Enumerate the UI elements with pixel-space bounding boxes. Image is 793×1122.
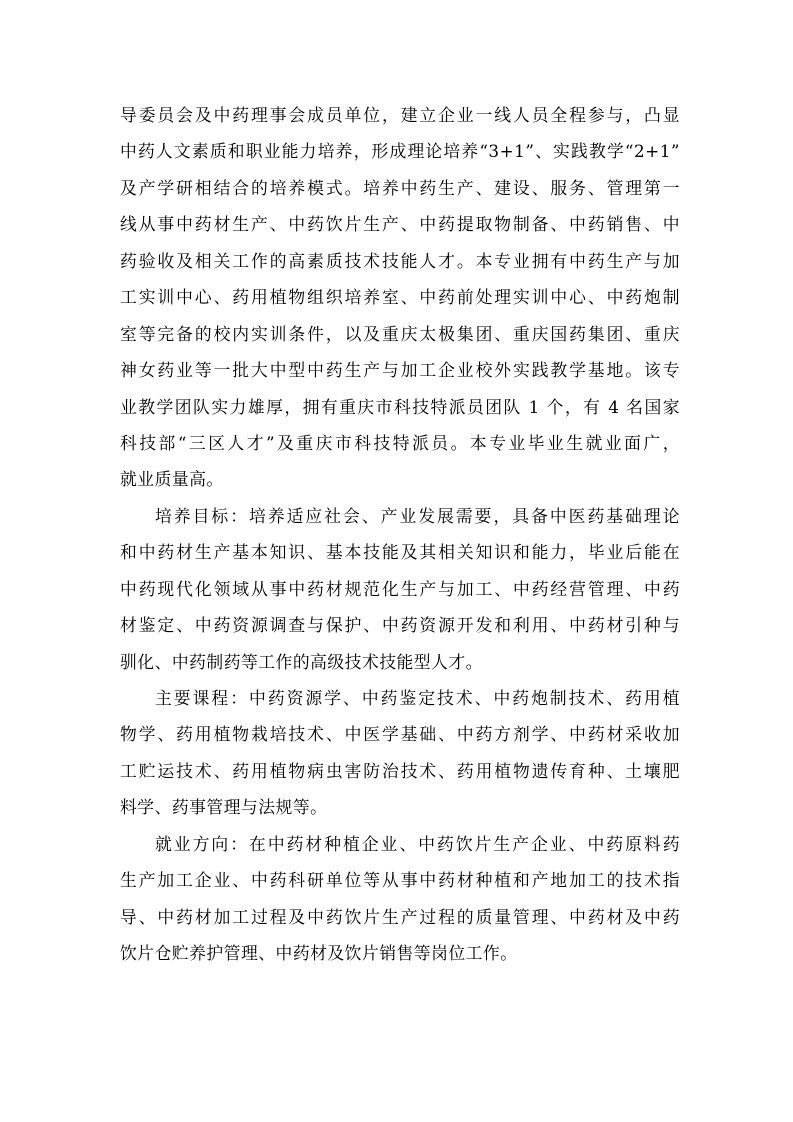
text-line: 和中药材生产基本知识、基本技能及其相关知识和能力，毕业后能在: [120, 542, 680, 563]
text-line: 驯化、中药制药等工作的高级技术技能型人才。: [120, 651, 483, 672]
paragraph-training-goals: [120, 498, 680, 680]
text-line: 导、中药材加工过程及中药饮片生产过程的质量管理、中药材及中药: [120, 906, 680, 927]
text-line: 培养目标：培养适应社会、产业发展需要，具备中医药基础理论: [155, 505, 680, 526]
text-line: 物学、药用植物栽培技术、中医学基础、中药方剂学、中药材采收加: [120, 724, 680, 745]
text-line: 中药现代化领域从事中药材规范化生产与加工、中药经营管理、中药: [120, 578, 680, 599]
paragraph-employment-direction: [120, 826, 680, 972]
text-line: 及产学研相结合的培养模式。培养中药生产、建设、服务、管理第一: [120, 177, 680, 198]
text-line: 神女药业等一批大中型中药生产与加工企业校外实践教学基地。该专: [120, 360, 680, 381]
paragraph-main-courses: [120, 680, 680, 826]
text-line: 主要课程：中药资源学、中药鉴定技术、中药炮制技术、药用植: [155, 688, 680, 708]
text-line: 工实训中心、药用植物组织培养室、中药前处理实训中心、中药炮制: [120, 287, 680, 308]
text-line: 中药人文素质和职业能力培养，形成理论培养“3+1”、实践教学“2+1”: [120, 141, 680, 162]
text-line: 料学、药事管理与法规等。: [120, 797, 328, 818]
text-line: 科技部“三区人才”及重庆市科技特派员。本专业毕业生就业面广，: [120, 432, 680, 453]
text-line: 材鉴定、中药资源调查与保护、中药资源开发和利用、中药材引种与: [120, 615, 680, 636]
text-line: 药验收及相关工作的高素质技术技能人才。本专业拥有中药生产与加: [120, 250, 680, 271]
text-line: 线从事中药材生产、中药饮片生产、中药提取物制备、中药销售、中: [120, 214, 680, 235]
text-line: 工贮运技术、药用植物病虫害防治技术、药用植物遗传育种、土壤肥: [120, 760, 680, 781]
text-line: 生产加工企业、中药科研单位等从事中药材种植和产地加工的技术指: [120, 870, 680, 891]
text-line: 业教学团队实力雄厚，拥有重庆市科技特派员团队 1 个，有 4 名国家: [120, 396, 680, 417]
text-line: 导委员会及中药理事会成员单位，建立企业一线人员全程参与，凸显: [120, 105, 680, 125]
text-line: 室等完备的校内实训条件，以及重庆太极集团、重庆国药集团、重庆: [120, 323, 680, 344]
text-line: 就业方向：在中药材种植企业、中药饮片生产企业、中药原料药: [155, 833, 680, 854]
paragraph-program-intro: [120, 97, 680, 498]
text-line: 饮片仓贮养护管理、中药材及饮片销售等岗位工作。: [120, 943, 518, 964]
document-body: [120, 97, 680, 972]
text-line: 就业质量高。: [120, 469, 224, 490]
